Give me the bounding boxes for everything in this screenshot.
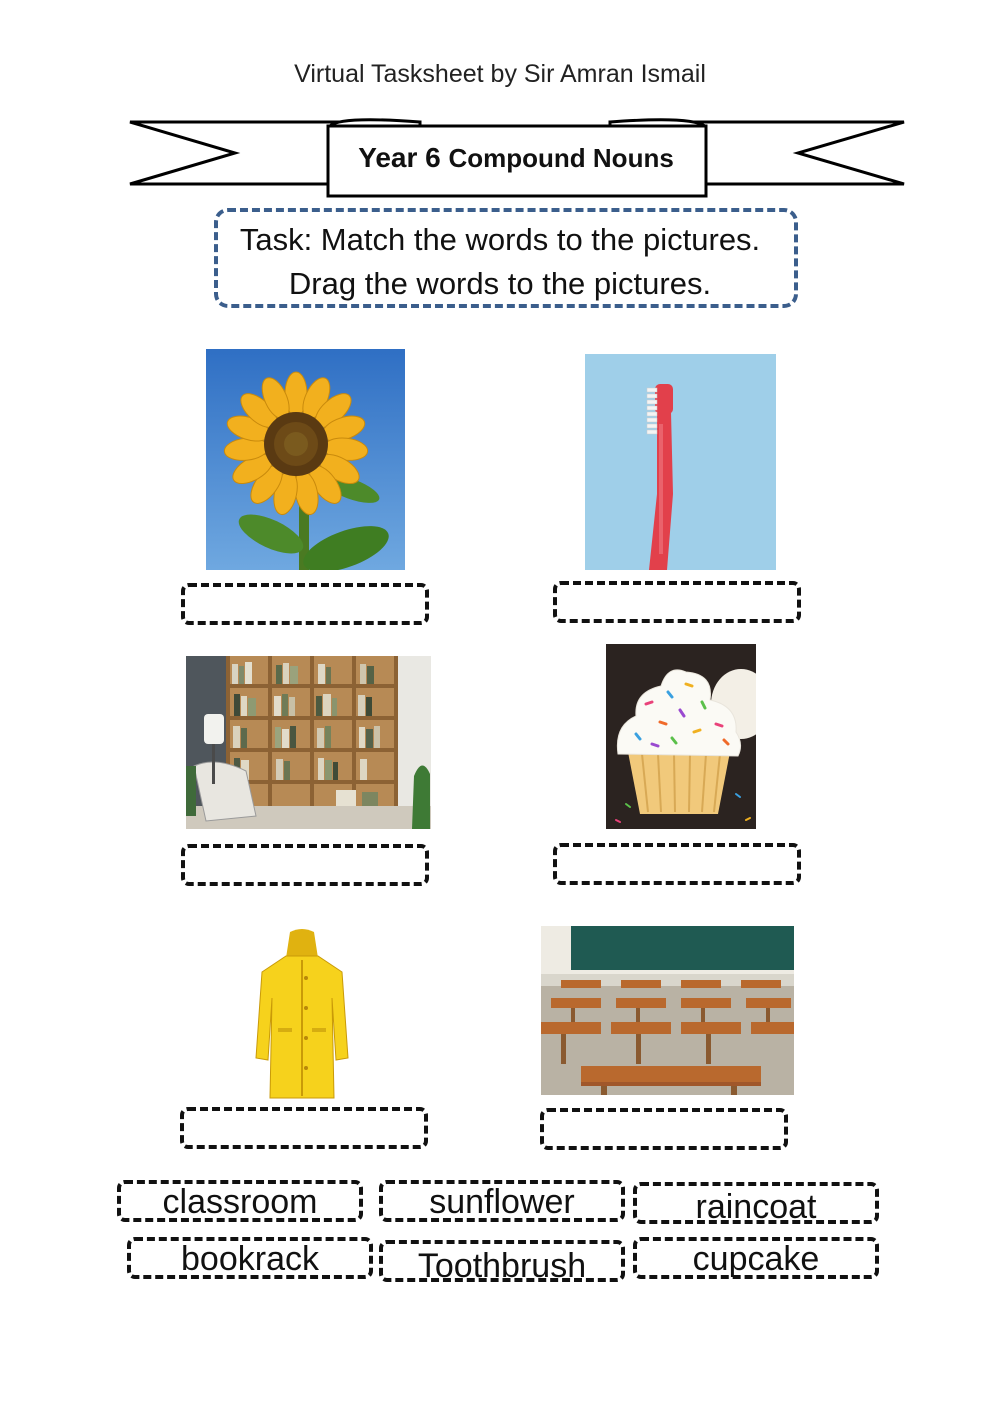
- yellow-raincoat-icon: [250, 928, 354, 1101]
- raincoat-picture: [250, 928, 354, 1101]
- sunflower-icon: [206, 349, 405, 570]
- word-card-raincoat[interactable]: raincoat: [633, 1182, 879, 1224]
- drop-zone-raincoat[interactable]: [180, 1107, 428, 1149]
- drop-zone-bookrack[interactable]: [181, 844, 429, 886]
- drop-zone-sunflower[interactable]: [181, 583, 429, 625]
- task-instruction-2: Drag the words to the pictures.: [288, 266, 712, 301]
- cupcake-picture: [606, 644, 756, 829]
- drop-zone-toothbrush[interactable]: [553, 581, 801, 623]
- classroom-icon: [541, 926, 794, 1095]
- task-instruction-1: Task: Match the words to the pictures.: [239, 222, 761, 257]
- cupcake-icon: [606, 644, 756, 829]
- toothbrush-icon: [585, 354, 776, 570]
- word-card-bookrack[interactable]: bookrack: [127, 1237, 373, 1279]
- classroom-picture: [541, 926, 794, 1095]
- word-card-cupcake[interactable]: cupcake: [633, 1237, 879, 1279]
- bookshelf-icon: [186, 656, 431, 829]
- word-card-sunflower[interactable]: sunflower: [379, 1180, 625, 1222]
- bookrack-picture: [186, 656, 431, 829]
- sunflower-picture: [206, 349, 405, 570]
- word-card-toothbrush[interactable]: Toothbrush: [379, 1240, 625, 1282]
- drop-zone-classroom[interactable]: [540, 1108, 788, 1150]
- word-card-classroom[interactable]: classroom: [117, 1180, 363, 1222]
- title-year: Year 6: [358, 142, 441, 173]
- page-title: [330, 142, 702, 174]
- credit-text: Virtual Tasksheet by Sir Amran Ismail: [294, 60, 706, 88]
- title-topic: Compound Nouns: [448, 143, 674, 173]
- drop-zone-cupcake[interactable]: [553, 843, 801, 885]
- toothbrush-picture: [585, 354, 776, 570]
